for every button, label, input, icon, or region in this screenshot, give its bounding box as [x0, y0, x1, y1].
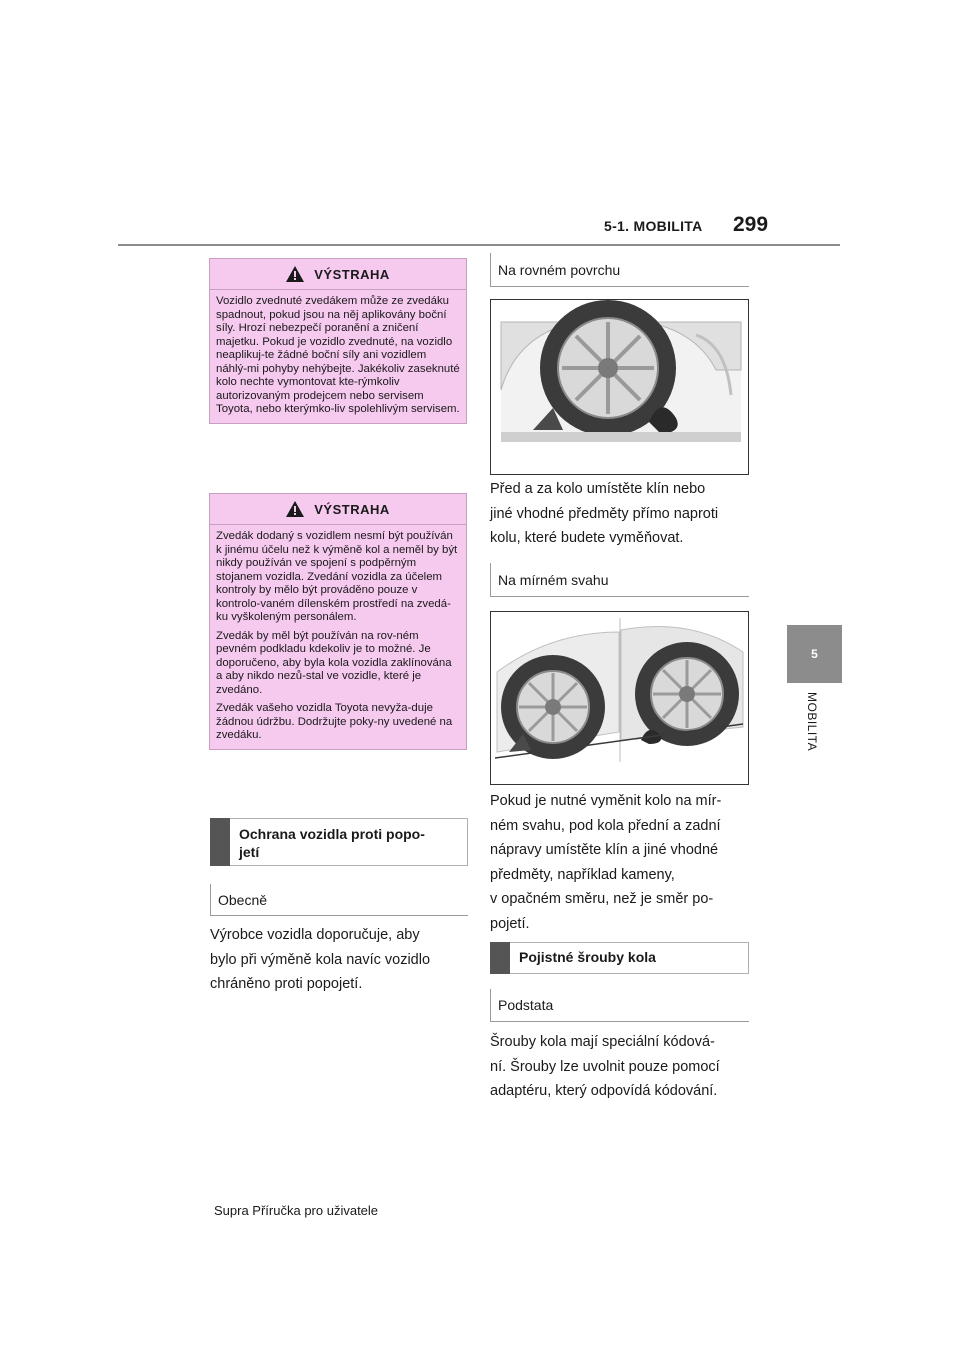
illustration-slope	[491, 612, 748, 784]
chapter-label: MOBILITA	[805, 692, 819, 752]
body-paragraph: Pokud je nutné vyměnit kolo na mír- ném svahu, pod kola přední a zadní nápravy umístěte klín a jiné vhodné předměty, například kameny, v opačném směru, než je směr po- pojetí.	[490, 793, 722, 932]
body-paragraph: Výrobce vozidla doporučuje, aby bylo při výměně kola navíc vozidlo chráněno proti popojetí.	[210, 927, 431, 992]
illustration-flat	[491, 300, 748, 474]
section-title: Ochrana vozidla proti popo- jetí	[239, 826, 425, 860]
warning-paragraph: Zvedák dodaný s vozidlem nesmí být používán k jinému účelu než k výměně kol a neměl by být nikdy používán ve spojení s podpěrným stojanem vozidla. Zvedání vozidla za účelem kontroly by mělo být prováděno pouze v kontrolo-vaném dílenském prostředí na zvedá-ku vyškoleným personálem.	[216, 530, 458, 623]
warning-paragraph: Zvedák vašeho vozidla Toyota nevyža-duje žádnou údržbu. Dodržujte poky-ny uvedené na zvedáku.	[216, 702, 453, 741]
warning-paragraph: Zvedák by měl být používán na rov-ném pevném podkladu kdekoliv je to možné. Je doporučeno, aby byla kola vozidla zaklínována a aby nikdo nezů-stal ve vozidle, které je zvedáno.	[216, 629, 452, 696]
warning-title: VÝSTRAHA	[210, 494, 466, 525]
body-paragraph: Šrouby kola mají speciální kódová- ní. Šrouby lze uvolnit pouze pomocí adaptéru, který odpovídá kódování.	[490, 1034, 720, 1099]
subheading-podstata: Podstata	[490, 989, 749, 1022]
subheading-obecne: Obecně	[210, 884, 468, 916]
section-title-box	[210, 818, 468, 866]
section-title-box	[490, 942, 749, 974]
section-bar	[210, 818, 230, 866]
body-paragraph: Před a za kolo umístěte klín nebo jiné vhodné předměty přímo naproti kolu, které budete vyměňovat.	[490, 481, 719, 546]
section-heading: 5-1. MOBILITA	[604, 218, 703, 234]
warning-text	[210, 525, 466, 749]
page-number: 299	[733, 213, 769, 236]
warning-box-2	[209, 493, 467, 750]
subheading-flat: Na rovném povrchu	[490, 253, 749, 287]
warning-paragraph: Vozidlo zvednuté zvedákem může ze zvedáku spadnout, pokud jsou na něj aplikovány boční síly. Hrozí nebezpečí poranění a zničení majetku. Pokud je vozidlo zvednuté, na vozidlo neaplikuj-te žádné boční síly ani vozidlem náhlý-mi pohyby nehýbejte. Jakékoliv zaseknuté kolo nechte vymontovat kte-rýmkoliv autorizovaným prodejcem nebo servisem Toyota, nebo kterýmko-liv spolehlivým servisem.	[216, 295, 460, 415]
warning-text	[210, 290, 466, 423]
footer-text: Supra Příručka pro uživatele	[214, 1203, 379, 1218]
warning-triangle-icon	[286, 501, 304, 517]
subheading-slope: Na mírném svahu	[490, 563, 749, 597]
warning-title: VÝSTRAHA	[210, 259, 466, 290]
figure-flat-wheel-chock	[490, 299, 749, 475]
section-bar	[490, 942, 510, 974]
header-rule	[118, 244, 840, 246]
chapter-number-tab: 5	[787, 625, 842, 683]
warning-box-1	[209, 258, 467, 424]
section-title: Pojistné šrouby kola	[519, 949, 656, 965]
figure-slope-wheel-chock	[490, 611, 749, 785]
warning-triangle-icon	[286, 266, 304, 282]
